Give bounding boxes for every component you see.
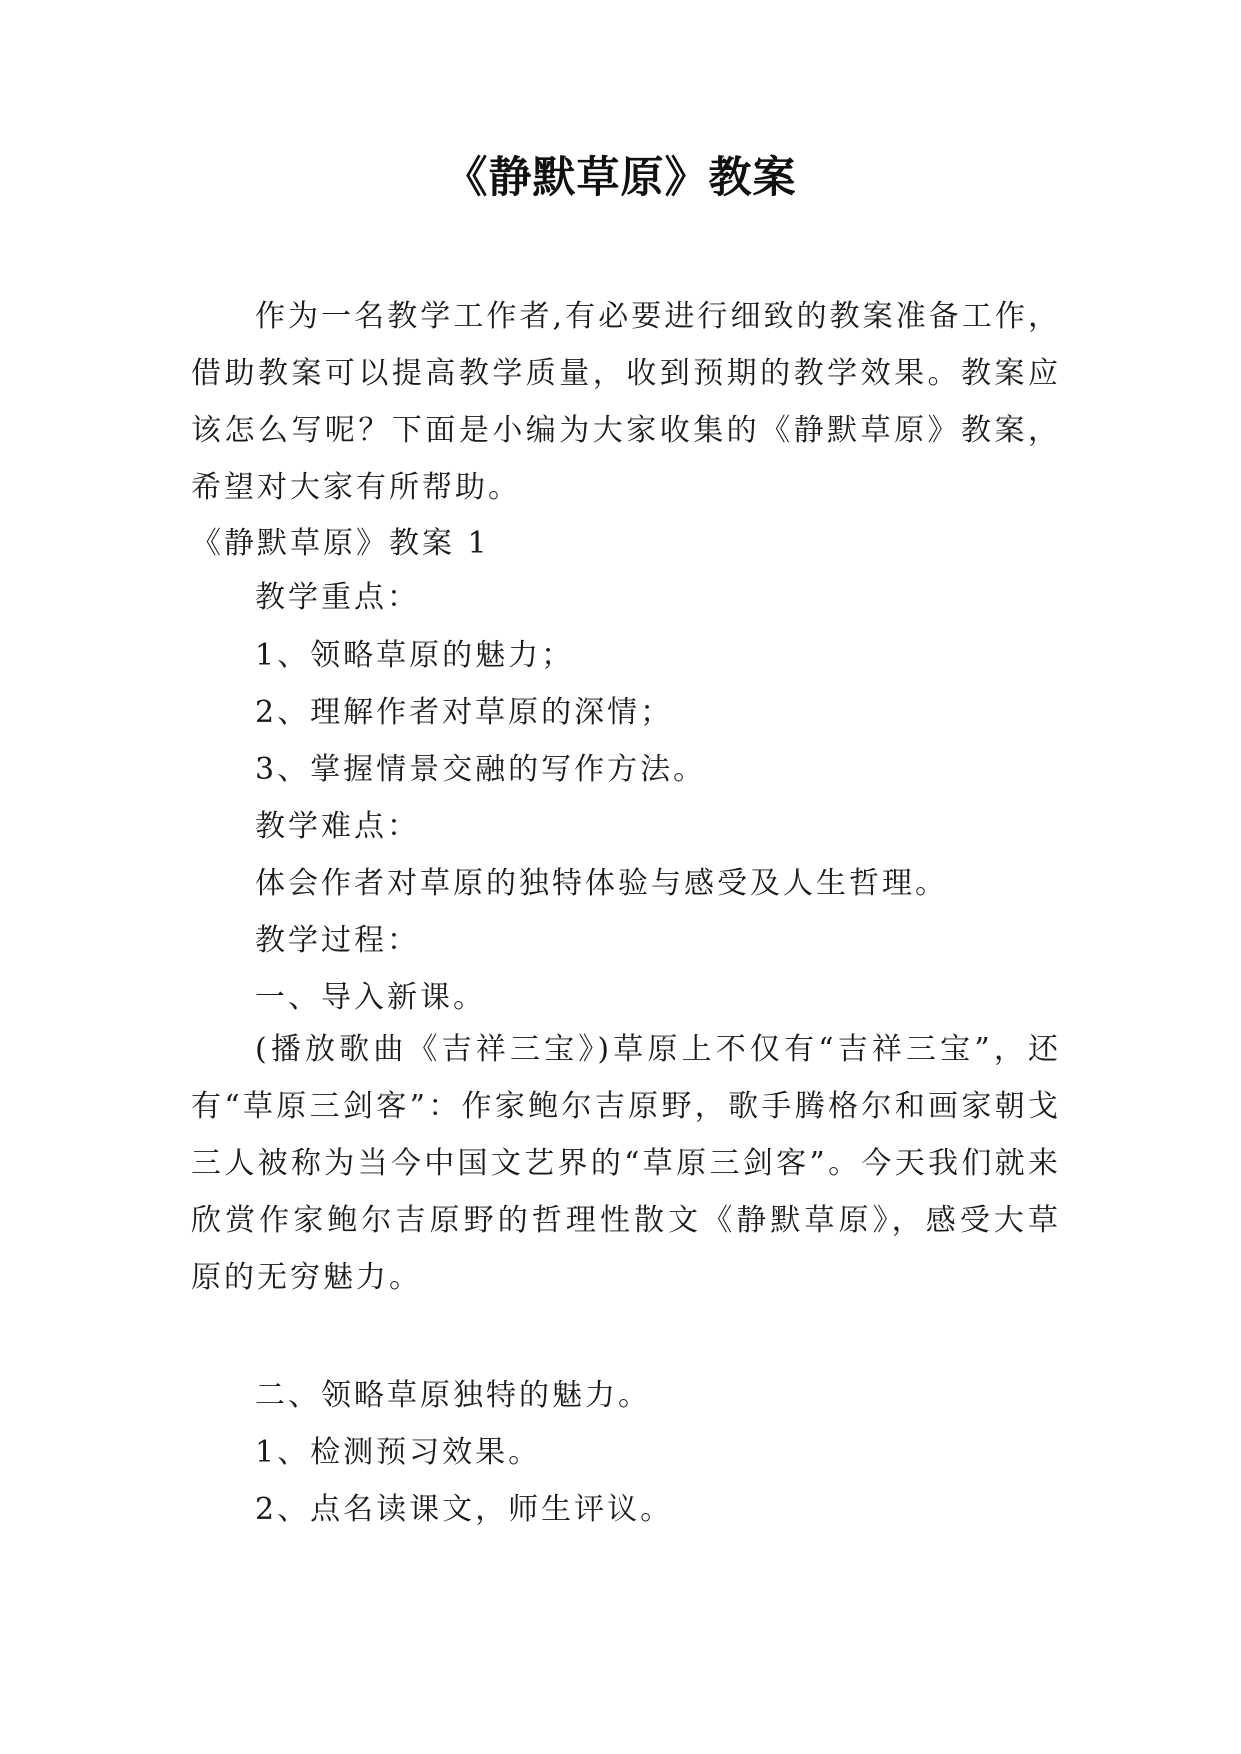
step2-item: 2、点名读课文，师生评议。	[255, 1492, 674, 1527]
difficulty-text: 体会作者对草原的独特体验与感受及人生哲理。	[255, 866, 948, 901]
intro-paragraph: 作为一名教学工作者,有必要进行细致的教案准备工作，借助教案可以提高教学质量，收到预期的教学效果。教案应该怎么写呢？下面是小编为大家收集的《静默草原》教案，希望对大家有所帮助。	[191, 299, 1061, 505]
process-label: 教学过程：	[255, 923, 420, 958]
difficulty-label: 教学难点：	[255, 809, 420, 844]
section-heading: 《静默草原》教案 1	[191, 526, 490, 561]
step1-paragraph: (播放歌曲《吉祥三宝》)草原上不仅有“吉祥三宝”，还有“草原三剑客”：作家鲍尔吉原野，歌手腾格尔和画家朝戈三人被称为当今中国文艺界的“草原三剑客”。今天我们就来欣赏作家鲍尔吉原野的哲理性散文《静默草原》，感受大草原的无穷魅力。	[191, 1032, 1061, 1295]
key-point-item: 1、领略草原的魅力；	[255, 638, 575, 673]
key-points-label: 教学重点：	[255, 580, 420, 615]
key-point-item: 2、理解作者对草原的深情；	[255, 695, 674, 730]
key-point-item: 3、掌握情景交融的写作方法。	[255, 752, 707, 787]
step2-heading: 二、领略草原独特的魅力。	[255, 1378, 651, 1413]
document-title: 《静默草原》教案	[444, 153, 797, 203]
step2-item: 1、检测预习效果。	[255, 1435, 542, 1470]
step1-heading: 一、导入新课。	[255, 980, 486, 1015]
